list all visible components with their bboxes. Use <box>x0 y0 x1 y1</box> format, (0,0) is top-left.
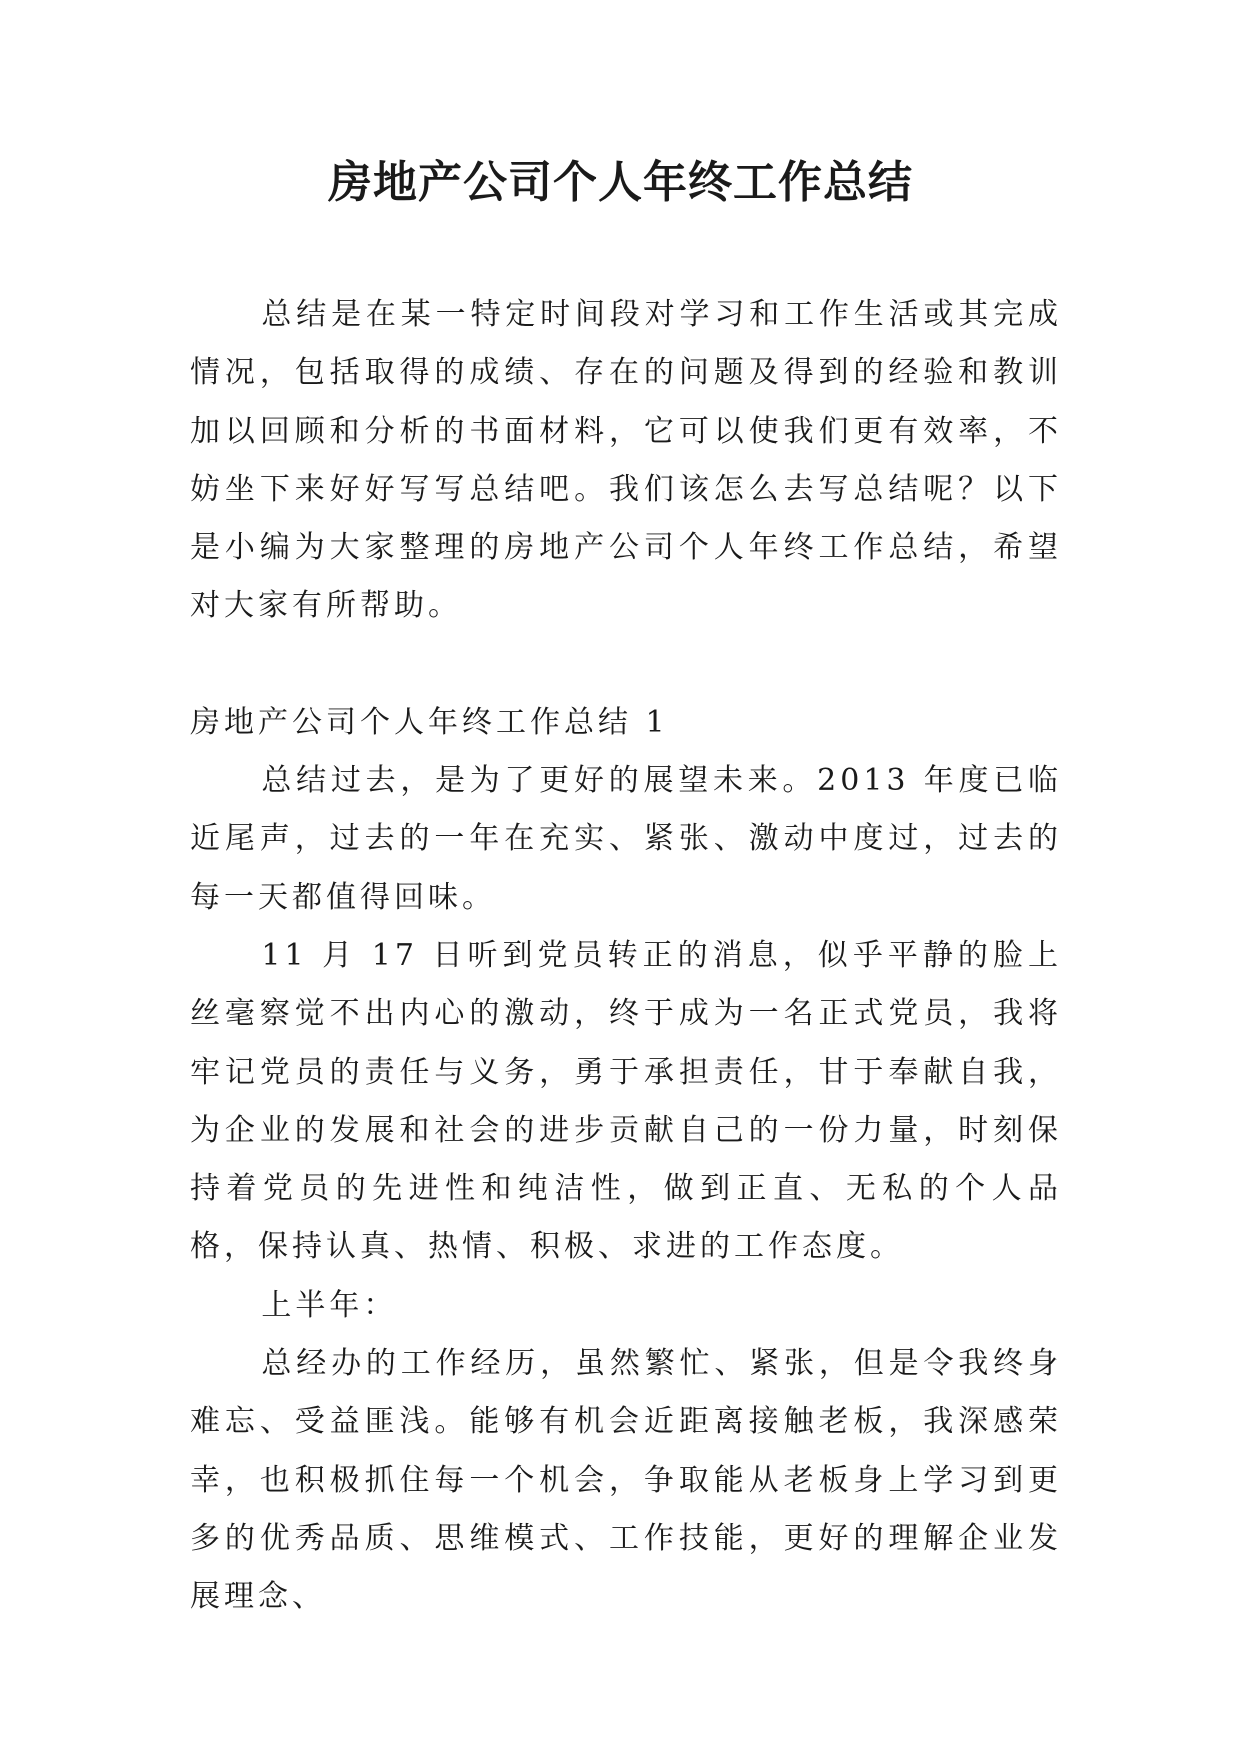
body-paragraph: 总结过去，是为了更好的展望未来。2013 年度已临近尾声，过去的一年在充实、紧张、激动中度过，过去的每一天都值得回味。 <box>190 763 1062 915</box>
section-heading: 房地产公司个人年终工作总结 1 <box>190 704 669 740</box>
document-body <box>190 286 1062 1627</box>
section-spacer <box>190 636 1062 694</box>
body-paragraph: 11 月 17 日听到党员转正的消息，似乎平静的脸上丝毫察觉不出内心的激动，终于成为一名正式党员，我将牢记党员的责任与义务，勇于承担责任，甘于奉献自我，为企业的发展和社会的进步贡献自己的一份力量，时刻保持着党员的先进性和纯洁性，做到正直、无私的个人品格，保持认真、热情、积极、求进的工作态度。 <box>190 937 1062 1265</box>
body-paragraph: 总经办的工作经历，虽然繁忙、紧张，但是令我终身难忘、受益匪浅。能够有机会近距离接触老板，我深感荣幸，也积极抓住每一个机会，争取能从老板身上学习到更多的优秀品质、思维模式、工作技能，更好的理解企业发展理念、 <box>190 1346 1062 1615</box>
document-title: 房地产公司个人年终工作总结 <box>328 157 913 208</box>
body-paragraph: 上半年： <box>261 1287 398 1323</box>
intro-paragraph: 总结是在某一特定时间段对学习和工作生活或其完成情况，包括取得的成绩、存在的问题及得到的经验和教训加以回顾和分析的书面材料，它可以使我们更有效率，不妨坐下来好好写写总结吧。我们该怎么去写总结呢？以下是小编为大家整理的房地产公司个人年终工作总结，希望对大家有所帮助。 <box>190 297 1062 624</box>
